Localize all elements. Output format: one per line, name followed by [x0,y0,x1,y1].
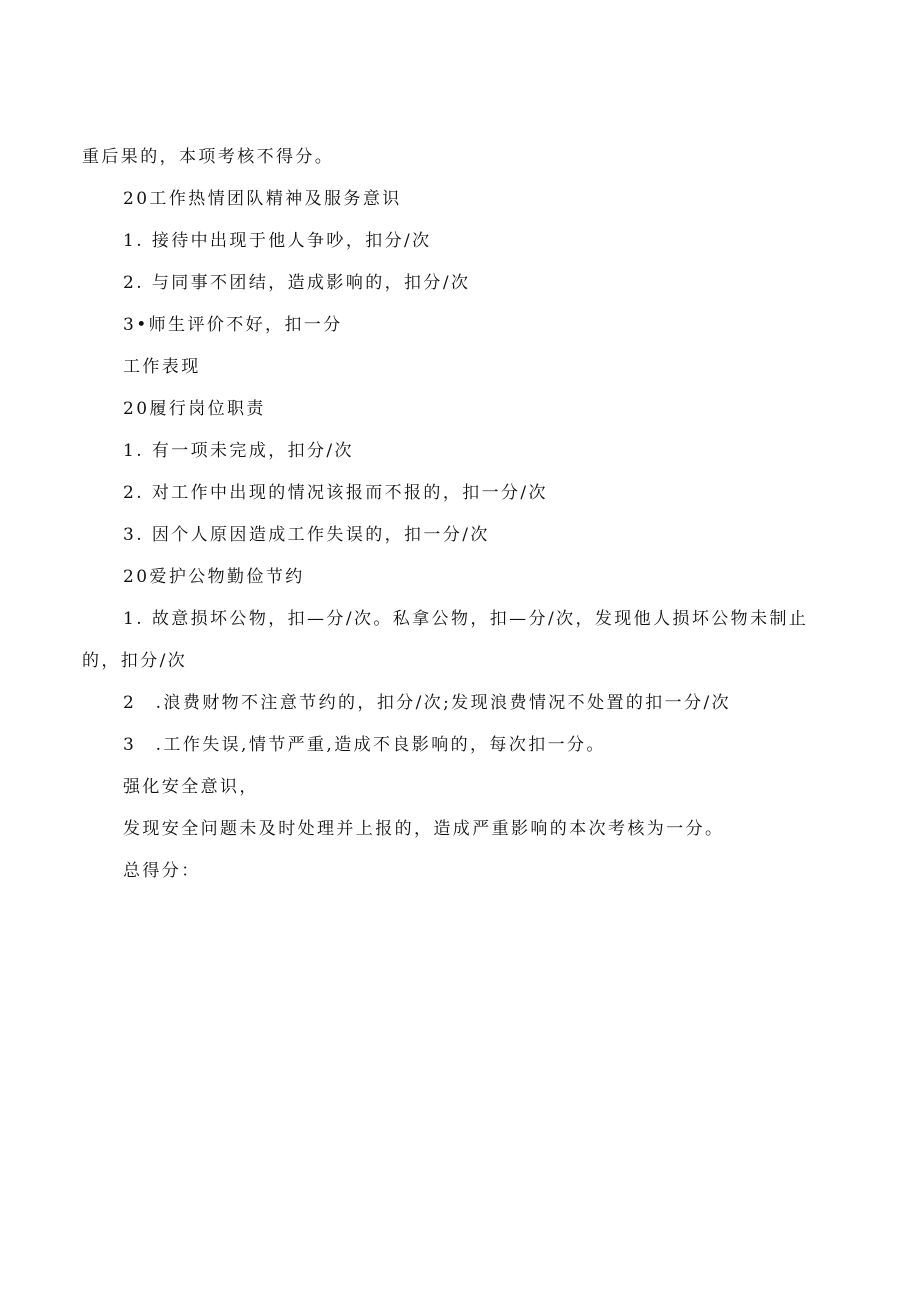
list-item-wrapped: 1. 故意损坏公物，扣—分/次。私拿公物，扣—分/次，发现他人损坏公物未制止的，扣分/次 [82,609,809,671]
total-score-label: 总得分： [123,861,201,881]
list-item: 3 .工作失误,情节严重,造成不良影响的，每次扣一分。 [123,735,606,755]
list-item: 1. 接待中出现于他人争吵，扣分/次 [123,231,432,251]
list-item: 3•师生评价不好，扣一分 [123,315,343,335]
document-body [82,136,842,892]
paragraph: 发现安全问题未及时处理并上报的，造成严重影响的本次考核为一分。 [123,819,725,839]
list-item: 2 .浪费财物不注意节约的，扣分/次;发现浪费情况不处置的扣一分/次 [123,693,732,713]
section-heading-job-duties: 20履行岗位职责 [123,399,266,419]
section-heading-public-property: 20爱护公物勤俭节约 [123,567,305,587]
list-item: 2. 对工作中出现的情况该报而不报的，扣一分/次 [123,483,548,503]
text-line-continuation: 重后果的，本项考核不得分。 [82,147,335,167]
section-heading-safety: 强化安全意识， [123,777,259,797]
section-heading-work-performance: 工作表现 [123,357,201,377]
list-item: 1. 有一项未完成，扣分/次 [123,441,354,461]
list-item: 3. 因个人原因造成工作失误的，扣一分/次 [123,525,490,545]
list-item: 2. 与同事不团结，造成影响的，扣分/次 [123,273,471,293]
section-heading-work-enthusiasm: 20工作热情团队精神及服务意识 [123,189,402,209]
